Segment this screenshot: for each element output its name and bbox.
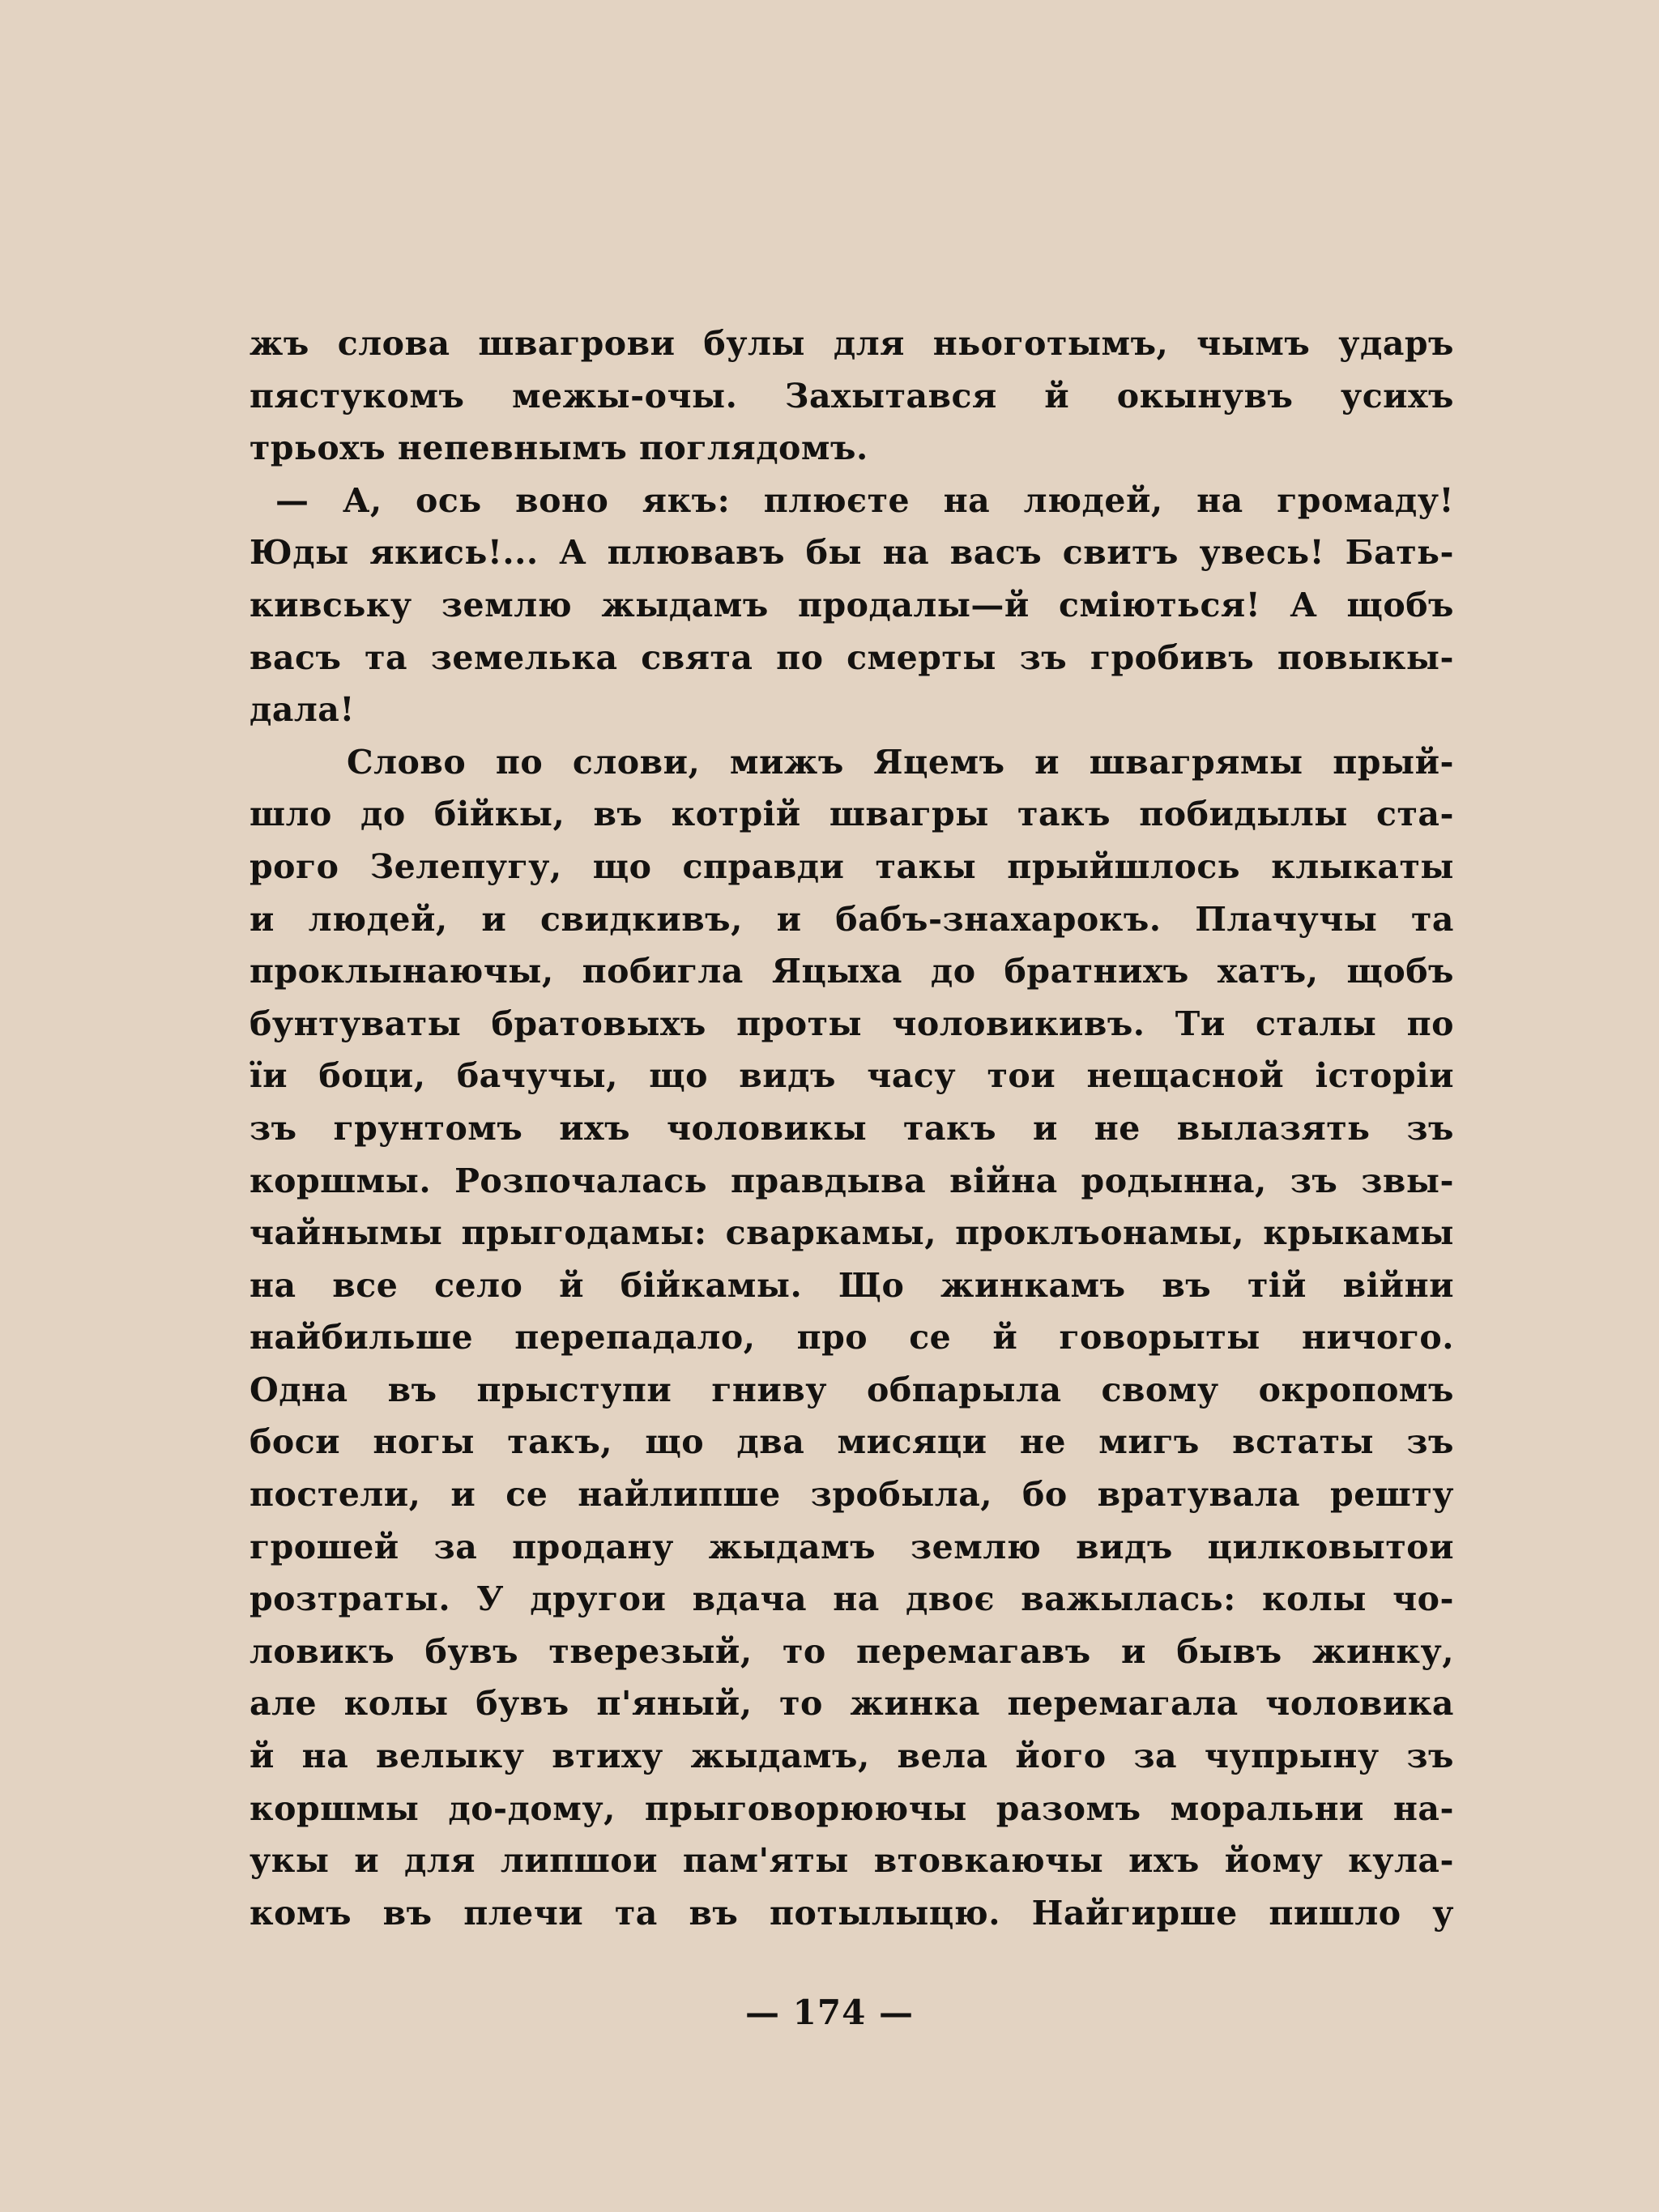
text-line: рого Зелепугу, що справди такы прыйшлось клыкаты (249, 846, 1454, 886)
text-line: чайнымы прыгодамы: сваркамы, проклъонамы, крыкамы (249, 1213, 1454, 1253)
text-line: шло до бійкы, въ котрій швагры такъ побидылы ста- (249, 795, 1454, 834)
text-line: жъ слова швагрови булы для ньоготымъ, чымъ ударъ (249, 324, 1454, 363)
text-line: васъ та земелька свята по смерты зъ гробивъ повыкы- (249, 637, 1454, 677)
text-line: и людей, и свидкивъ, и бабъ-знахарокъ. Плачучы та (249, 899, 1454, 939)
text-line: постели, и се найлипше зробыла, бо вратувала решту (249, 1475, 1454, 1515)
text-line: грошей за продану жыдамъ землю видъ цилковытои (249, 1527, 1454, 1566)
text-line: дала! (249, 690, 355, 730)
text-line: Юды якись!... А плювавъ бы на васъ свитъ увесь! Бать- (249, 533, 1454, 573)
text-line: Слово по слови, мижъ Яцемъ и швагрямы прый- (347, 742, 1454, 782)
text-line: розтраты. У другои вдача на двоє важылась: колы чо- (249, 1579, 1454, 1619)
text-line: укы и для липшои пам'яты втовкаючы ихъ йому кула- (249, 1841, 1454, 1881)
text-line: коршмы. Розпочалась правдыва війна родынна, зъ звы- (249, 1161, 1454, 1200)
text-line: їи боци, бачучы, що видъ часу тои нещасной історіи (249, 1056, 1454, 1096)
text-line: й на велыку втиху жыдамъ, вела його за чупрыну зъ (249, 1737, 1454, 1776)
text-line: на все село й бійкамы. Що жинкамъ въ тій війни (249, 1265, 1454, 1305)
text-line: — А, ось воно якъ: плюєте на людей, на громаду! (275, 480, 1454, 520)
text-line: боси ногы такъ, що два мисяци не мигъ встаты зъ (249, 1422, 1454, 1462)
text-line: кивську землю жыдамъ продалы—й сміються! А щобъ (249, 585, 1454, 624)
page-text-block (249, 318, 1454, 1939)
text-line: комъ въ плечи та въ потылыцю. Найгирше пишло у (249, 1893, 1454, 1933)
text-line: пястукомъ межы-очы. Захытався й окынувъ усихъ (249, 376, 1454, 416)
text-line: ловикъ бувъ тверезый, то перемагавъ и бывъ жинку, (249, 1631, 1454, 1671)
text-line: зъ грунтомъ ихъ чоловикы такъ и не вылазять зъ (249, 1108, 1454, 1148)
text-line: коршмы до-дому, прыговорюючы разомъ моральни на- (249, 1788, 1454, 1828)
text-line: Одна въ прыступи гниву обпарыла свому окропомъ (249, 1370, 1454, 1409)
page-number: — 174 — (745, 1993, 914, 2032)
text-line: проклынаючы, побигла Яцыха до братнихъ хатъ, щобъ (249, 952, 1454, 991)
text-line: найбильше перепадало, про се й говорыты ничого. (249, 1318, 1454, 1357)
text-line: але колы бувъ п'яный, то жинка перемагала чоловика (249, 1684, 1454, 1724)
text-line: бунтуваты братовыхъ проты чоловикивъ. Ти сталы по (249, 1004, 1454, 1043)
text-line: трьохъ непевнымъ поглядомъ. (249, 428, 868, 468)
